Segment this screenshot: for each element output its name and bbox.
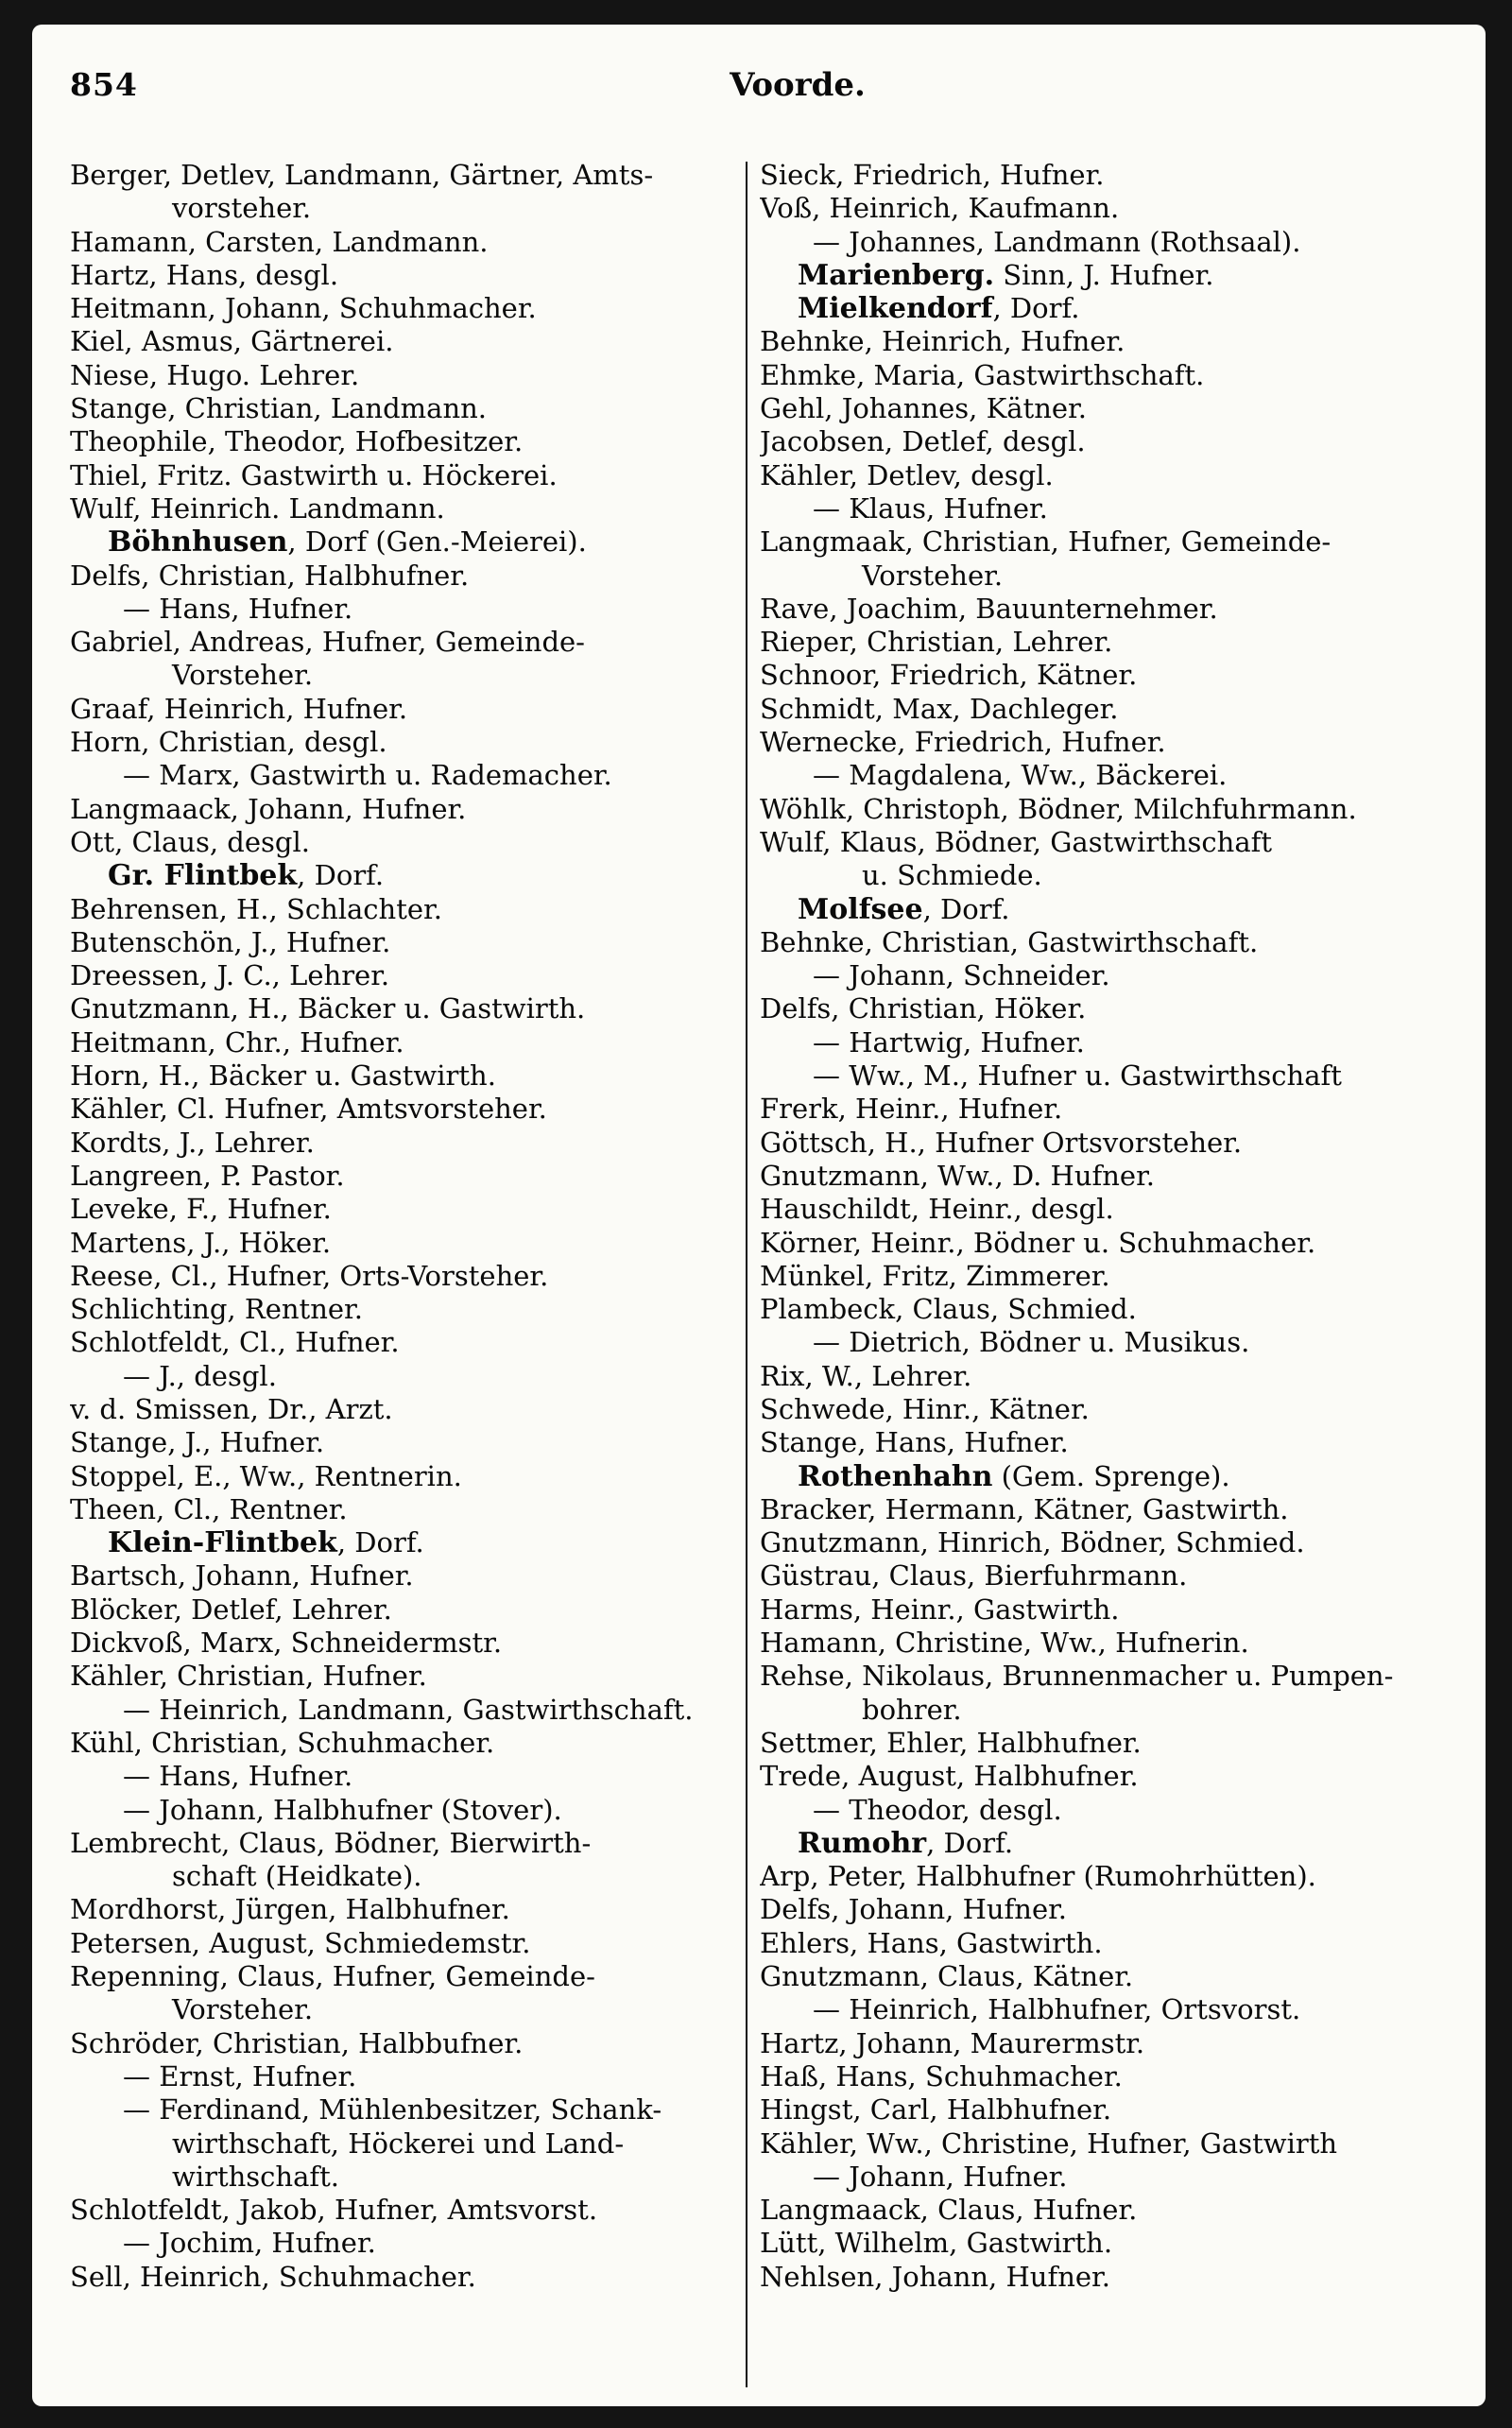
place-name: Gr. Flintbek — [108, 859, 298, 893]
directory-entry-repeat: — Marx, Gastwirth u. Rademacher. — [123, 759, 612, 792]
directory-entry: Jacobsen, Detlef, desgl. — [760, 425, 1086, 458]
directory-entry-repeat: — Hans, Hufner. — [123, 592, 353, 625]
directory-entry: Kordts, J., Lehrer. — [70, 1126, 315, 1159]
place-name: Böhnhusen — [108, 525, 288, 560]
page-number: 854 — [70, 66, 138, 103]
directory-entry-repeat: — Johannes, Landmann (Rothsaal). — [813, 225, 1301, 258]
directory-entry: Gnutzmann, Hinrich, Bödner, Schmied. — [760, 1526, 1305, 1559]
directory-entry: Delfs, Christian, Halbhufner. — [70, 559, 470, 592]
directory-entry: Behrensen, H., Schlachter. — [70, 892, 442, 925]
place-heading — [760, 1460, 1436, 1493]
directory-entry: Harms, Heinr., Gastwirth. — [760, 1593, 1120, 1626]
directory-entry: Behnke, Heinrich, Hufner. — [760, 325, 1125, 358]
directory-entry: Rieper, Christian, Lehrer. — [760, 626, 1113, 659]
directory-entry: Kähler, Ww., Christine, Hufner, Gastwirth — [760, 2127, 1338, 2160]
directory-entry: Sell, Heinrich, Schuhmacher. — [70, 2260, 476, 2293]
directory-entry: Settmer, Ehler, Halbhufner. — [760, 1726, 1142, 1759]
directory-entry: Schlotfeldt, Jakob, Hufner, Amtsvorst. — [70, 2194, 598, 2227]
directory-entry: Leveke, F., Hufner. — [70, 1193, 332, 1226]
place-heading — [70, 859, 747, 892]
directory-entry-repeat: — Dietrich, Bödner u. Musikus. — [813, 1326, 1250, 1359]
entry-continuation: vorsteher. — [172, 192, 312, 225]
entry-continuation: wirthschaft. — [172, 2160, 339, 2193]
directory-entry: Stoppel, E., Ww., Rentnerin. — [70, 1459, 462, 1492]
directory-entry: Arp, Peter, Halbhufner (Rumohrhütten). — [760, 1860, 1316, 1893]
directory-entry: v. d. Smissen, Dr., Arzt. — [70, 1392, 393, 1425]
place-descriptor: , Dorf. — [336, 1526, 424, 1559]
directory-entry: Dickvoß, Marx, Schneidermstr. — [70, 1627, 503, 1660]
directory-entry: Reese, Cl., Hufner, Orts-Vorsteher. — [70, 1259, 549, 1292]
directory-entry: Schröder, Christian, Halbbufner. — [70, 2026, 524, 2059]
directory-entry: Dreessen, J. C., Lehrer. — [70, 959, 390, 992]
directory-entry-repeat: — Johann, Hufner. — [813, 2160, 1068, 2193]
directory-entry-repeat: — Heinrich, Halbhufner, Ortsvorst. — [813, 1993, 1301, 2026]
directory-entry: Blöcker, Detlef, Lehrer. — [70, 1593, 392, 1626]
directory-entry: Horn, Christian, desgl. — [70, 726, 387, 759]
directory-entry: Schnoor, Friedrich, Kätner. — [760, 659, 1138, 692]
directory-entry: Haß, Hans, Schuhmacher. — [760, 2059, 1123, 2092]
running-head: Voorde. — [730, 66, 866, 104]
directory-entry: Wöhlk, Christoph, Bödner, Milchfuhrmann. — [760, 792, 1357, 825]
place-descriptor: (Gem. Sprenge). — [992, 1459, 1230, 1492]
place-name: Klein-Flintbek — [108, 1526, 337, 1560]
directory-entry: Delfs, Johann, Hufner. — [760, 1893, 1068, 1926]
place-descriptor: , Dorf. — [922, 892, 1010, 925]
directory-entry-repeat: — Ernst, Hufner. — [123, 2059, 357, 2092]
directory-entry: Ott, Claus, desgl. — [70, 825, 310, 858]
place-name: Rothenhahn — [798, 1459, 993, 1493]
directory-entry: Berger, Detlev, Landmann, Gärtner, Amts- — [70, 159, 654, 191]
entry-continuation: bohrer. — [862, 1693, 962, 1726]
directory-entry: Gnutzmann, Ww., D. Hufner. — [760, 1159, 1155, 1192]
directory-entry: Gnutzmann, H., Bäcker u. Gastwirth. — [70, 992, 586, 1025]
directory-entry: Gnutzmann, Claus, Kätner. — [760, 1960, 1134, 1993]
place-descriptor: , Dorf. — [992, 292, 1080, 325]
directory-entry-repeat: — Heinrich, Landmann, Gastwirthschaft. — [123, 1693, 694, 1726]
directory-entry: Körner, Heinr., Bödner u. Schuhmacher. — [760, 1226, 1316, 1259]
directory-entry: Hamann, Carsten, Landmann. — [70, 225, 489, 258]
directory-entry: Güstrau, Claus, Bierfuhrmann. — [760, 1559, 1188, 1593]
directory-entry: Lütt, Wilhelm, Gastwirth. — [760, 2227, 1113, 2260]
place-heading — [760, 259, 1436, 292]
place-descriptor: Sinn, J. Hufner. — [994, 258, 1214, 291]
directory-entry: Wulf, Klaus, Bödner, Gastwirthschaft — [760, 825, 1272, 858]
left-column — [70, 159, 747, 2294]
directory-entry: Lembrecht, Claus, Bödner, Bierwirth- — [70, 1826, 592, 1859]
place-name: Molfsee — [798, 892, 923, 926]
directory-entry: Schlichting, Rentner. — [70, 1293, 363, 1326]
entry-continuation: schaft (Heidkate). — [172, 1860, 422, 1893]
place-descriptor: , Dorf (Gen.-Meierei). — [287, 525, 587, 559]
place-descriptor: , Dorf. — [297, 859, 385, 892]
directory-entry: Niese, Hugo. Lehrer. — [70, 358, 360, 391]
directory-entry: Frerk, Heinr., Hufner. — [760, 1093, 1063, 1126]
directory-entry: Rix, W., Lehrer. — [760, 1359, 972, 1392]
directory-entry: Hamann, Christine, Ww., Hufnerin. — [760, 1627, 1249, 1660]
directory-entry: Kühl, Christian, Schuhmacher. — [70, 1726, 495, 1759]
directory-entry: Hartz, Hans, desgl. — [70, 258, 339, 291]
directory-entry-repeat: — J., desgl. — [123, 1359, 277, 1392]
directory-entry: Bartsch, Johann, Hufner. — [70, 1559, 414, 1593]
page-header — [70, 66, 1450, 123]
directory-entry: Thiel, Fritz. Gastwirth u. Höckerei. — [70, 458, 558, 491]
directory-entry: Hartz, Johann, Maurermstr. — [760, 2026, 1145, 2059]
directory-entry-repeat: — Hans, Hufner. — [123, 1760, 353, 1793]
directory-entry: Delfs, Christian, Höker. — [760, 992, 1087, 1025]
directory-entry: Langmaak, Christian, Hufner, Gemeinde- — [760, 525, 1332, 559]
directory-entry: Behnke, Christian, Gastwirthschaft. — [760, 925, 1259, 958]
place-name: Marienberg. — [798, 258, 995, 292]
directory-entry: Rehse, Nikolaus, Brunnenmacher u. Pumpen- — [760, 1660, 1394, 1693]
directory-entry: Nehlsen, Johann, Hufner. — [760, 2260, 1110, 2293]
entry-continuation: Vorsteher. — [172, 659, 314, 692]
place-descriptor: , Dorf. — [926, 1826, 1014, 1859]
entry-continuation: u. Schmiede. — [862, 859, 1042, 892]
directory-entry: Schmidt, Max, Dachleger. — [760, 692, 1119, 725]
directory-entry: Ehmke, Maria, Gastwirthschaft. — [760, 358, 1205, 391]
place-name: Mielkendorf — [798, 292, 993, 326]
directory-entry-repeat: — Theodor, desgl. — [813, 1793, 1062, 1826]
directory-entry: Wulf, Heinrich. Landmann. — [70, 491, 445, 525]
entry-continuation: Vorsteher. — [172, 1993, 314, 2026]
directory-entry: Mordhorst, Jürgen, Halbhufner. — [70, 1893, 510, 1926]
directory-entry: Göttsch, H., Hufner Ortsvorsteher. — [760, 1126, 1243, 1159]
directory-entry: Ehlers, Hans, Gastwirth. — [760, 1926, 1103, 1959]
column-divider — [746, 162, 747, 2387]
place-heading — [70, 1526, 747, 1559]
directory-entry: Hauschildt, Heinr., desgl. — [760, 1193, 1114, 1226]
directory-entry: Martens, J., Höker. — [70, 1226, 332, 1259]
directory-entry-repeat: — Johann, Schneider. — [813, 959, 1110, 992]
place-name: Rumohr — [798, 1826, 927, 1860]
directory-entry: Plambeck, Claus, Schmied. — [760, 1293, 1137, 1326]
directory-entry: Gabriel, Andreas, Hufner, Gemeinde- — [70, 626, 585, 659]
directory-entry: Heitmann, Chr., Hufner. — [70, 1025, 404, 1059]
directory-entry: Theophile, Theodor, Hofbesitzer. — [70, 425, 524, 458]
place-heading — [760, 893, 1436, 926]
directory-entry: Theen, Cl., Rentner. — [70, 1492, 348, 1525]
directory-entry: Voß, Heinrich, Kaufmann. — [760, 192, 1120, 225]
directory-entry: Kähler, Christian, Hufner. — [70, 1660, 427, 1693]
directory-entry: Trede, August, Halbhufner. — [760, 1760, 1139, 1793]
directory-entry: Rave, Joachim, Bauunternehmer. — [760, 592, 1218, 625]
directory-entry: Butenschön, J., Hufner. — [70, 925, 391, 958]
directory-entry: Kiel, Asmus, Gärtnerei. — [70, 325, 394, 358]
directory-entry: Stange, J., Hufner. — [70, 1426, 325, 1459]
directory-entry: Stange, Hans, Hufner. — [760, 1426, 1069, 1459]
directory-entry: Wernecke, Friedrich, Hufner. — [760, 726, 1166, 759]
directory-entry: Langreen, P. Pastor. — [70, 1159, 345, 1192]
directory-entry-repeat: — Ww., M., Hufner u. Gastwirthschaft — [813, 1059, 1342, 1093]
place-heading — [760, 1827, 1436, 1860]
directory-entry: Schlotfeldt, Cl., Hufner. — [70, 1326, 400, 1359]
directory-entry: Hingst, Carl, Halbhufner. — [760, 2093, 1112, 2127]
right-column — [760, 159, 1436, 2294]
directory-entry: Heitmann, Johann, Schuhmacher. — [70, 292, 537, 325]
directory-entry: Petersen, August, Schmiedemstr. — [70, 1926, 531, 1959]
entry-continuation: wirthschaft, Höckerei und Land- — [172, 2127, 625, 2160]
place-heading — [70, 525, 747, 559]
directory-entry-repeat: — Johann, Halbhufner (Stover). — [123, 1793, 562, 1826]
directory-entry-repeat: — Hartwig, Hufner. — [813, 1025, 1085, 1059]
directory-entry-repeat: — Magdalena, Ww., Bäckerei. — [813, 759, 1228, 792]
directory-entry: Horn, H., Bäcker u. Gastwirth. — [70, 1059, 496, 1093]
directory-entry: Gehl, Johannes, Kätner. — [760, 392, 1087, 425]
directory-entry: Stange, Christian, Landmann. — [70, 392, 488, 425]
directory-entry: Bracker, Hermann, Kätner, Gastwirth. — [760, 1492, 1289, 1525]
directory-entry: Kähler, Cl. Hufner, Amtsvorsteher. — [70, 1093, 547, 1126]
directory-entry: Graaf, Heinrich, Hufner. — [70, 692, 408, 725]
directory-entry: Sieck, Friedrich, Hufner. — [760, 159, 1105, 191]
directory-page — [32, 25, 1486, 2406]
directory-entry: Langmaack, Claus, Hufner. — [760, 2194, 1138, 2227]
directory-entry-repeat: — Jochim, Hufner. — [123, 2227, 376, 2260]
directory-entry: Langmaack, Johann, Hufner. — [70, 792, 467, 825]
directory-entry: Schwede, Hinr., Kätner. — [760, 1392, 1090, 1425]
directory-entry-repeat: — Ferdinand, Mühlenbesitzer, Schank- — [123, 2093, 662, 2127]
place-heading — [760, 292, 1436, 325]
directory-entry: Münkel, Fritz, Zimmerer. — [760, 1259, 1110, 1292]
directory-entry: Repenning, Claus, Hufner, Gemeinde- — [70, 1960, 595, 1993]
directory-entry: Kähler, Detlev, desgl. — [760, 458, 1054, 491]
directory-entry-repeat: — Klaus, Hufner. — [813, 491, 1048, 525]
entry-continuation: Vorsteher. — [862, 559, 1004, 592]
